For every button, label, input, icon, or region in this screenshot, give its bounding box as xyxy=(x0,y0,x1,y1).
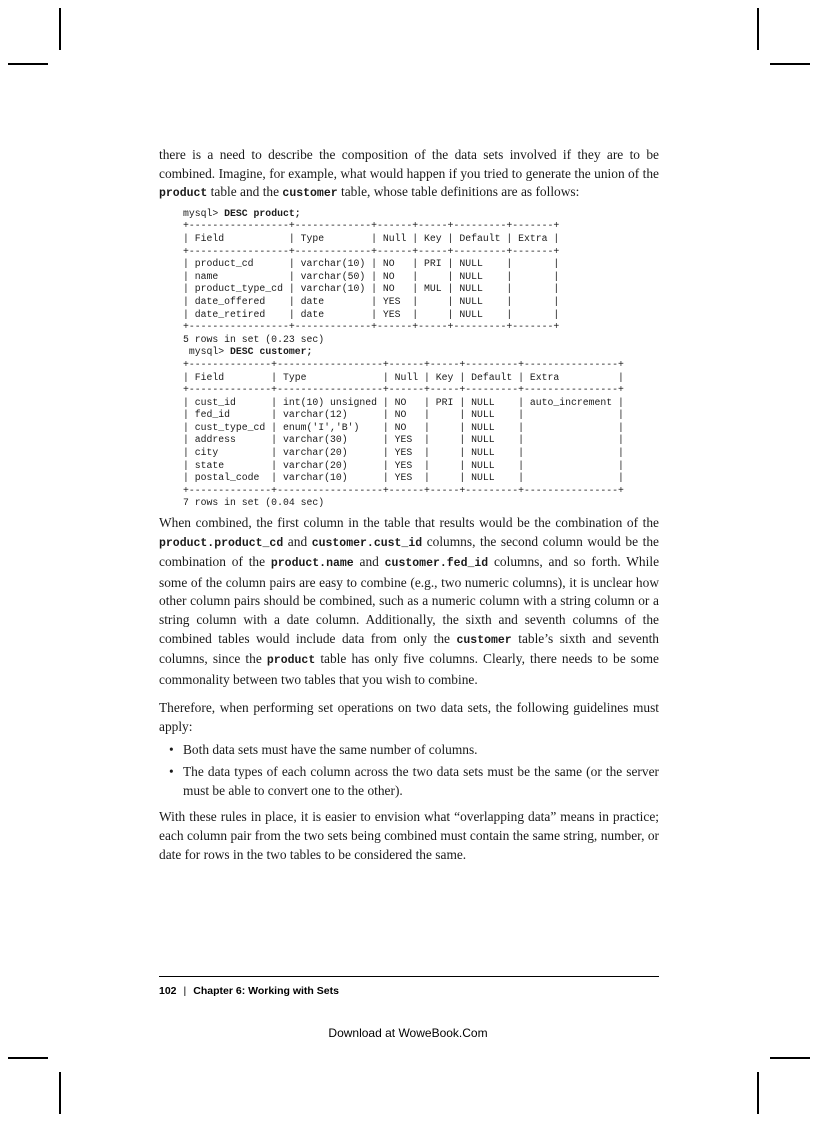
chapter-title: Chapter 6: Working with Sets xyxy=(193,985,339,997)
crop-mark-bottom-right-vertical xyxy=(757,1072,759,1114)
guidelines-list xyxy=(159,741,659,801)
query-result-line: 5 rows in set (0.23 sec) xyxy=(183,333,325,345)
bullet-icon: • xyxy=(169,764,174,780)
crop-mark-top-right-vertical xyxy=(757,8,759,50)
page-footer xyxy=(159,985,339,997)
command-line: mysql> DESC product; xyxy=(183,207,301,219)
therefore-paragraph: Therefore, when performing set operations on two data sets, the following guidelines must apply: xyxy=(159,700,659,734)
crop-mark-bottom-left-vertical xyxy=(59,1072,61,1114)
crop-mark-bottom-left-horizontal xyxy=(8,1057,48,1059)
crop-mark-bottom-right-horizontal xyxy=(770,1057,810,1059)
table-definition-product: +-----------------+-------------+------+-----+---------+-------+ | Field | Type | Null | Key | Default | Extra | +-----------------+-------------+------+-----+---------+-------+ | product_cd | varchar(10) | NO | PRI | NULL | | | name | varchar(50) | NO | | NULL | | | product_type_cd | varchar(10) | NO | MUL | NULL | | | date_offered | date | YES | | NULL | | | date_retired | date | YES | | NULL | | +-----------------+-------------+------+-----+---------+-------+ xyxy=(183,220,560,333)
table-definition-customer: +--------------+------------------+------+-----+---------+----------------+ | Field | Type | Null | Key | Default | Extra | +--------------+------------------+------+-----+---------+----------------+ | cust_id | int(10) unsigned | NO | PRI | NULL | auto_increment | | fed_id | varchar(12) | NO | | NULL | | | cust_type_cd | enum('I','B') | NO | | NULL | | | address | varchar(30) | YES | | NULL | | | city | varchar(20) | YES | | NULL | | | state | varchar(20) | YES | | NULL | | | postal_code | varchar(10) | YES | | NULL | | +--------------+------------------+------+-----+---------+----------------+ xyxy=(183,358,624,496)
list-item: • Both data sets must have the same number of columns. xyxy=(159,741,659,760)
page-number: 102 xyxy=(159,985,177,997)
intro-paragraph: there is a need to describe the composition of the data sets involved if they are to be combined. Imagine, for example, what would happen if you tried to generate the union of the product table and the customer table, whose table definitions are as follows: xyxy=(159,147,659,201)
crop-mark-top-right-horizontal xyxy=(770,63,810,65)
page-body xyxy=(159,146,659,864)
footer-separator: | xyxy=(183,985,187,997)
code-block-desc-product xyxy=(183,208,659,510)
crop-mark-top-left-vertical xyxy=(59,8,61,50)
download-note: Download at WoweBook.Com xyxy=(328,1026,488,1040)
final-paragraph: With these rules in place, it is easier to envision what “overlapping data” means in practice; each column pair from the two sets being combined must contain the same string, number, or date for rows in the two tables to be considered the same. xyxy=(159,809,659,862)
inline-code-customer: customer xyxy=(282,187,338,201)
command-line: mysql> DESC customer; xyxy=(183,346,313,358)
inline-code-product: product xyxy=(159,187,208,201)
crop-mark-top-left-horizontal xyxy=(8,63,48,65)
footer-rule xyxy=(159,976,659,977)
list-item: • The data types of each column across the two data sets must be the same (or the server must be able to convert one to the other). xyxy=(169,764,659,798)
bullet-icon: • xyxy=(169,741,174,757)
combined-paragraph: When combined, the first column in the table that results would be the combination of the product.product_cd and customer.cust_id columns, the second column would be the combination of the product.name and customer.fed_id columns, and so forth. While some of the column pairs are easy to combine (e.g., two numeric columns), it is unclear how other column pairs should be combined, such as a numeric column with a string column or a string column with a date column. Additionally, the sixth and seventh columns of the combined tables would include data from only the customer table’s sixth and seventh columns, since the product table has only five columns. Clearly, there needs to be some commonality between two tables that you wish to combine. xyxy=(159,515,660,687)
query-result-line: 7 rows in set (0.04 sec) xyxy=(183,497,325,509)
